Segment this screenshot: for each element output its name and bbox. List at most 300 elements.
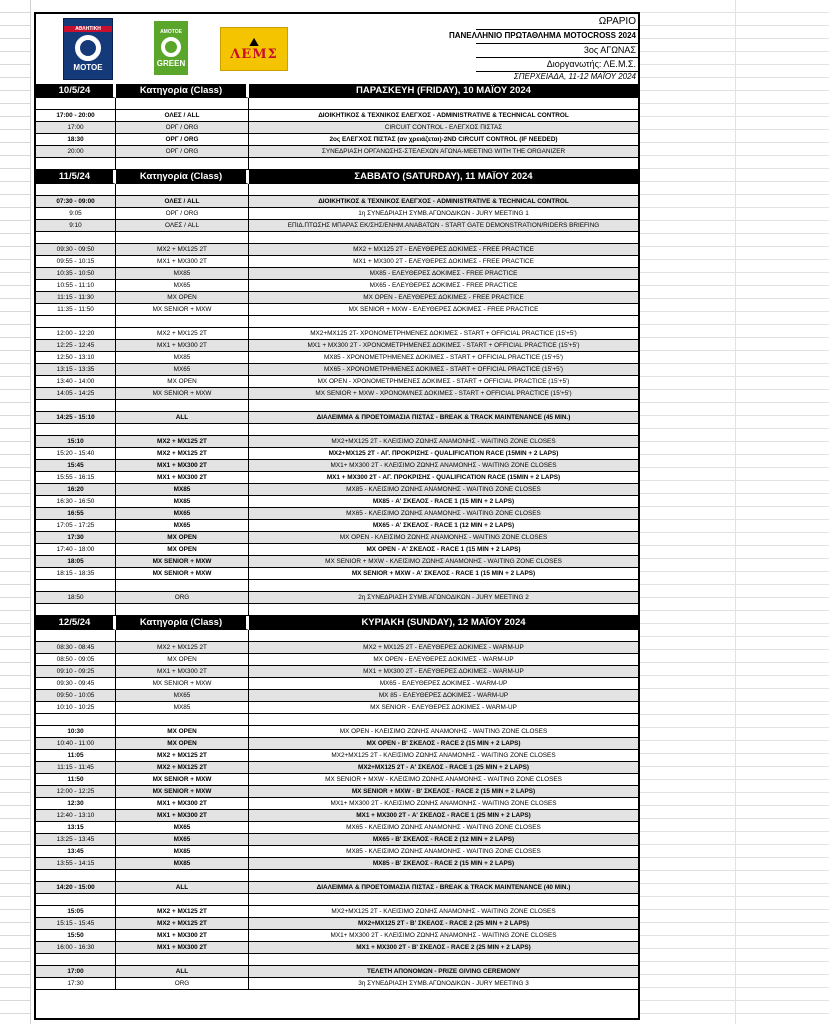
description-cell: MX2+MX125 2T - Α' ΣΚΕΛΟΣ - RACE 1 (25 MIN + 2 LAPS) <box>249 762 638 774</box>
empty-cell <box>36 158 116 170</box>
class-cell: MX65 <box>116 364 249 376</box>
table-row <box>36 798 638 810</box>
description-cell: ΔΙΑΛΕΙΜΜΑ & ΠΡΟΕΤΟΙΜΑΣΙΑ ΠΙΣΤΑΣ - BREAK & TRACK MAINTENANCE (40 MIN.) <box>249 882 638 894</box>
class-cell: MX OPEN <box>116 654 249 666</box>
table-row <box>36 942 638 954</box>
description-cell: MX65 - ΧΡΟΝΟΜΕΤΡΗΜΕΝΕΣ ΔΟΚΙΜΕΣ - START + OFFICIAL PRACTICE (15'+5') <box>249 364 638 376</box>
description-cell: 3η ΣΥΝΕΔΡΙΑΣΗ ΣΥΜΒ.ΑΓΩΝΟΔΙΚΩΝ - JURY MEETING 3 <box>249 978 638 990</box>
class-cell: MX85 <box>116 268 249 280</box>
day-title: ΚΥΡΙΑΚΗ (SUNDAY), 12 ΜΑΪΟΥ 2024 <box>249 616 638 630</box>
description-cell: MX1+ MX300 2T - ΚΛΕΙΣΙΜΟ ΖΩΝΗΣ ΑΝΑΜΟΝΗΣ - WAITING ZONE CLOSES <box>249 798 638 810</box>
table-row <box>36 496 638 508</box>
table-row <box>36 520 638 532</box>
table-row <box>36 930 638 942</box>
time-cell: 10:30 <box>36 726 116 738</box>
class-cell: ΟΡΓ / ORG <box>116 146 249 158</box>
description-cell: MX OPEN - ΚΛΕΙΣΙΜΟ ΖΩΝΗΣ ΑΝΑΜΟΝΗΣ - WAITING ZONE CLOSES <box>249 532 638 544</box>
empty-cell <box>116 98 249 110</box>
time-cell: 13:15 <box>36 822 116 834</box>
time-cell: 12:30 <box>36 798 116 810</box>
time-cell: 10:40 - 11:00 <box>36 738 116 750</box>
empty-cell <box>116 580 249 592</box>
day-title: ΠΑΡΑΣΚΕΥΗ (FRIDAY), 10 ΜΑΪΟΥ 2024 <box>249 84 638 98</box>
table-row <box>36 654 638 666</box>
description-cell: MX1 + MX300 2T - ΕΛΕΥΘΕΡΕΣ ΔΟΚΙΜΕΣ - WARM-UP <box>249 666 638 678</box>
spacer-row <box>36 184 638 196</box>
empty-cell <box>36 400 116 412</box>
spacer-row <box>36 714 638 726</box>
class-cell: MX OPEN <box>116 376 249 388</box>
class-cell: MX OPEN <box>116 726 249 738</box>
header-rule <box>476 43 638 44</box>
table-row <box>36 472 638 484</box>
time-cell: 17:05 - 17:25 <box>36 520 116 532</box>
description-cell: 1η ΣΥΝΕΔΡΙΑΣΗ ΣΥΜΒ.ΑΓΩΝΟΔΙΚΩΝ - JURY MEETING 1 <box>249 208 638 220</box>
class-cell: MX1 + MX300 2T <box>116 460 249 472</box>
class-cell: MX2 + MX125 2T <box>116 244 249 256</box>
time-cell: 9:05 <box>36 208 116 220</box>
spacer-row <box>36 424 638 436</box>
table-row <box>36 858 638 870</box>
description-cell: MX2 + MX125 2T - ΕΛΕΥΘΕΡΕΣ ΔΟΚΙΜΕΣ - FREE PRACTICE <box>249 244 638 256</box>
time-cell: 16:20 <box>36 484 116 496</box>
time-cell: 15:10 <box>36 436 116 448</box>
class-cell: MX SENIOR + MXW <box>116 786 249 798</box>
logo1-top-text: ΑΘΛΗΤΙΚΗ <box>64 26 112 32</box>
description-cell: 2η ΣΥΝΕΔΡΙΑΣΗ ΣΥΜΒ.ΑΓΩΝΟΔΙΚΩΝ - JURY MEETING 2 <box>249 592 638 604</box>
time-cell: 09:10 - 09:25 <box>36 666 116 678</box>
table-row <box>36 822 638 834</box>
time-cell: 15:55 - 16:15 <box>36 472 116 484</box>
logo2-top-text: ΑΜΟΤΟΕ <box>160 28 182 35</box>
time-cell: 17:00 - 20:00 <box>36 110 116 122</box>
time-cell: 08:50 - 09:05 <box>36 654 116 666</box>
class-cell: MX1 + MX300 2T <box>116 810 249 822</box>
description-cell: MX SENIOR + MXW - ΚΛΕΙΣΙΜΟ ΖΩΝΗΣ ΑΝΑΜΟΝΗΣ - WAITING ZONE CLOSES <box>249 774 638 786</box>
table-row <box>36 918 638 930</box>
header-title: ΩΡΑΡΙΟ <box>598 16 636 27</box>
class-cell: MX SENIOR + MXW <box>116 568 249 580</box>
description-cell: MX SENIOR - ΕΛΕΥΘΕΡΕΣ ΔΟΚΙΜΕΣ - WARM-UP <box>249 702 638 714</box>
class-cell: MX SENIOR + MXW <box>116 774 249 786</box>
header-rule <box>476 29 638 30</box>
description-cell: MX85 - ΚΛΕΙΣΙΜΟ ΖΩΝΗΣ ΑΝΑΜΟΝΗΣ - WAITING ZONE CLOSES <box>249 484 638 496</box>
class-cell: ΟΛΕΣ / ALL <box>116 220 249 232</box>
table-row <box>36 328 638 340</box>
empty-cell <box>249 98 638 110</box>
table-row <box>36 280 638 292</box>
table-row <box>36 568 638 580</box>
class-cell: MX85 <box>116 846 249 858</box>
table-row <box>36 508 638 520</box>
spacer-row <box>36 894 638 906</box>
description-cell: MX 85 - ΕΛΕΥΘΕΡΕΣ ΔΟΚΙΜΕΣ - WARM-UP <box>249 690 638 702</box>
time-cell: 18:15 - 18:35 <box>36 568 116 580</box>
empty-cell <box>249 316 638 328</box>
schedule-header <box>36 14 638 84</box>
class-cell: MX1 + MX300 2T <box>116 930 249 942</box>
empty-cell <box>249 424 638 436</box>
table-row <box>36 762 638 774</box>
description-cell: 2ος ΕΛΕΓΧΟΣ ΠΙΣΤΑΣ (αν χρειάζεται)-2ND CIRCUIT CONTROL (IF NEEDED) <box>249 134 638 146</box>
time-cell: 11:15 - 11:45 <box>36 762 116 774</box>
time-cell: 17:00 <box>36 966 116 978</box>
time-cell: 18:05 <box>36 556 116 568</box>
time-cell: 17:40 - 18:00 <box>36 544 116 556</box>
table-row <box>36 690 638 702</box>
description-cell: MX SENIOR + MXW - ΧΡΟΝΟΜ/ΝΕΣ ΔΟΚΙΜΕΣ - START + OFFICIAL PRACTICE (15'+5') <box>249 388 638 400</box>
table-row <box>36 966 638 978</box>
logo1-bottom-text: MOTOE <box>73 63 103 72</box>
time-cell: 15:15 - 15:45 <box>36 918 116 930</box>
empty-cell <box>249 870 638 882</box>
description-cell: MX SENIOR + MXW - ΕΛΕΥΘΕΡΕΣ ΔΟΚΙΜΕΣ - FREE PRACTICE <box>249 304 638 316</box>
table-row <box>36 750 638 762</box>
right-grid-divider <box>735 0 736 1024</box>
spacer-row <box>36 870 638 882</box>
time-cell: 11:35 - 11:50 <box>36 304 116 316</box>
header-location-date: ΣΠΕΡΧΕΙΑΔΑ, 11-12 ΜΑΪΟΥ 2024 <box>513 72 636 81</box>
empty-cell <box>116 184 249 196</box>
table-row <box>36 834 638 846</box>
schedule-document <box>34 12 640 1020</box>
class-cell: MX65 <box>116 520 249 532</box>
table-row <box>36 532 638 544</box>
time-cell: 15:45 <box>36 460 116 472</box>
spacer-row <box>36 580 638 592</box>
empty-cell <box>36 184 116 196</box>
table-row <box>36 592 638 604</box>
time-cell: 12:00 - 12:20 <box>36 328 116 340</box>
description-cell: MX65 - ΚΛΕΙΣΙΜΟ ΖΩΝΗΣ ΑΝΑΜΟΝΗΣ - WAITING ZONE CLOSES <box>249 508 638 520</box>
description-cell: MX1 + MX300 2T - ΑΓ. ΠΡΟΚΡΙΣΗΣ - QUALIFICATION RACE (15MIN + 2 LAPS) <box>249 472 638 484</box>
logo1-emblem-icon <box>75 35 101 61</box>
day-title: ΣΑΒΒΑΤΟ (SATURDAY), 11 ΜΑΪΟΥ 2024 <box>249 170 638 184</box>
time-cell: 13:15 - 13:35 <box>36 364 116 376</box>
class-cell: MX OPEN <box>116 292 249 304</box>
description-cell: MX SENIOR + MXW - Α' ΣΚΕΛΟΣ - RACE 1 (15 MIN + 2 LAPS) <box>249 568 638 580</box>
time-cell: 09:30 - 09:50 <box>36 244 116 256</box>
class-cell: ALL <box>116 412 249 424</box>
table-row <box>36 726 638 738</box>
empty-cell <box>36 894 116 906</box>
description-cell: MX85 - ΚΛΕΙΣΙΜΟ ΖΩΝΗΣ ΑΝΑΜΟΝΗΣ - WAITING ZONE CLOSES <box>249 846 638 858</box>
class-cell: ΟΡΓ / ORG <box>116 208 249 220</box>
logo3-text: ΛΕΜΣ <box>230 46 278 62</box>
table-row <box>36 376 638 388</box>
description-cell: MX1 + MX300 2T - Α' ΣΚΕΛΟΣ - RACE 1 (25 MIN + 2 LAPS) <box>249 810 638 822</box>
time-cell: 09:50 - 10:05 <box>36 690 116 702</box>
description-cell: MX85 - Β' ΣΚΕΛΟΣ - RACE 2 (15 MIN + 2 LAPS) <box>249 858 638 870</box>
class-cell: MX2 + MX125 2T <box>116 906 249 918</box>
header-round: 3ος ΑΓΩΝΑΣ <box>583 45 636 55</box>
class-cell: ALL <box>116 882 249 894</box>
class-cell: ALL <box>116 966 249 978</box>
empty-cell <box>116 316 249 328</box>
header-championship: ΠΑΝΕΛΛΗΝΙΟ ΠΡΩΤΑΘΛΗΜΑ MOTOCROSS 2024 <box>448 31 636 40</box>
time-cell: 10:55 - 11:10 <box>36 280 116 292</box>
class-cell: MX2 + MX125 2T <box>116 750 249 762</box>
class-cell: MX1 + MX300 2T <box>116 942 249 954</box>
empty-cell <box>36 954 116 966</box>
empty-cell <box>249 894 638 906</box>
table-row <box>36 678 638 690</box>
empty-cell <box>116 424 249 436</box>
spacer-row <box>36 232 638 244</box>
description-cell: MX1 + MX300 2T - ΧΡΟΝΟΜΕΤΡΗΜΕΝΕΣ ΔΟΚΙΜΕΣ - START + OFFICIAL PRACTICE (15'+5') <box>249 340 638 352</box>
athletic-motoe-logo <box>63 18 113 80</box>
class-cell: MX2 + MX125 2T <box>116 448 249 460</box>
table-row <box>36 122 638 134</box>
spacer-row <box>36 98 638 110</box>
description-cell: MX2+MX125 2T- ΧΡΟΝΟΜΕΤΡΗΜΕΝΕΣ ΔΟΚΙΜΕΣ - START + OFFICIAL PRACTICE (15'+5') <box>249 328 638 340</box>
description-cell: MX1+ MX300 2T - ΚΛΕΙΣΙΜΟ ΖΩΝΗΣ ΑΝΑΜΟΝΗΣ - WAITING ZONE CLOSES <box>249 930 638 942</box>
description-cell: MX65 - ΕΛΕΥΘΕΡΕΣ ΔΟΚΙΜΕΣ - WARM-UP <box>249 678 638 690</box>
time-cell: 11:05 <box>36 750 116 762</box>
empty-cell <box>116 714 249 726</box>
description-cell: ΣΥΝΕΔΡΙΑΣΗ ΟΡΓΑΝΩΣΗΣ-ΣΤΕΛΕΧΩΝ ΑΓΩΝΑ-MEETING WITH THE ORGANIZER <box>249 146 638 158</box>
class-cell: MX65 <box>116 508 249 520</box>
table-row <box>36 906 638 918</box>
table-row <box>36 978 638 990</box>
empty-cell <box>36 714 116 726</box>
description-cell: MX85 - ΕΛΕΥΘΕΡΕΣ ΔΟΚΙΜΕΣ - FREE PRACTICE <box>249 268 638 280</box>
empty-cell <box>116 604 249 616</box>
time-cell: 09:55 - 10:15 <box>36 256 116 268</box>
table-row <box>36 448 638 460</box>
table-row <box>36 412 638 424</box>
table-row <box>36 304 638 316</box>
class-cell: MX65 <box>116 822 249 834</box>
spacer-row <box>36 316 638 328</box>
description-cell: MX1 + MX300 2T - Β' ΣΚΕΛΟΣ - RACE 2 (25 MIN + 2 LAPS) <box>249 942 638 954</box>
time-cell: 12:50 - 13:10 <box>36 352 116 364</box>
class-cell: MX65 <box>116 834 249 846</box>
time-cell: 09:30 - 09:45 <box>36 678 116 690</box>
empty-cell <box>116 400 249 412</box>
table-row <box>36 268 638 280</box>
empty-cell <box>116 870 249 882</box>
time-cell: 20:00 <box>36 146 116 158</box>
class-cell: MX85 <box>116 352 249 364</box>
time-cell: 18:50 <box>36 592 116 604</box>
class-cell: MX85 <box>116 702 249 714</box>
description-cell: MX SENIOR + MXW - ΚΛΕΙΣΙΜΟ ΖΩΝΗΣ ΑΝΑΜΟΝΗΣ - WAITING ZONE CLOSES <box>249 556 638 568</box>
class-cell: MX65 <box>116 280 249 292</box>
time-cell: 15:05 <box>36 906 116 918</box>
table-row <box>36 846 638 858</box>
time-cell: 15:50 <box>36 930 116 942</box>
table-row <box>36 544 638 556</box>
day-date: 10/5/24 <box>36 84 116 98</box>
time-cell: 16:30 - 16:50 <box>36 496 116 508</box>
time-cell: 08:30 - 08:45 <box>36 642 116 654</box>
time-cell: 13:55 - 14:15 <box>36 858 116 870</box>
time-cell: 11:15 - 11:30 <box>36 292 116 304</box>
table-row <box>36 244 638 256</box>
time-cell: 12:25 - 12:45 <box>36 340 116 352</box>
time-cell: 14:20 - 15:00 <box>36 882 116 894</box>
class-cell: ΟΡΓ / ORG <box>116 134 249 146</box>
time-cell: 14:25 - 15:10 <box>36 412 116 424</box>
description-cell: MX2 + MX125 2T - ΕΛΕΥΘΕΡΕΣ ΔΟΚΙΜΕΣ - WARM-UP <box>249 642 638 654</box>
spacer-row <box>36 158 638 170</box>
description-cell: MX OPEN - Α' ΣΚΕΛΟΣ - RACE 1 (15 MIN + 2 LAPS) <box>249 544 638 556</box>
empty-cell <box>36 580 116 592</box>
class-cell: ORG <box>116 978 249 990</box>
class-cell: MX SENIOR + MXW <box>116 678 249 690</box>
class-cell: MX2 + MX125 2T <box>116 918 249 930</box>
table-row <box>36 256 638 268</box>
motorbike-icon: ⛰ <box>248 34 260 49</box>
description-cell: MX OPEN - ΕΛΕΥΘΕΡΕΣ ΔΟΚΙΜΕΣ - WARM-UP <box>249 654 638 666</box>
table-row <box>36 208 638 220</box>
table-row <box>36 110 638 122</box>
description-cell: MX85 - Α' ΣΚΕΛΟΣ - RACE 1 (15 MIN + 2 LAPS) <box>249 496 638 508</box>
spacer-row <box>36 604 638 616</box>
empty-cell <box>249 604 638 616</box>
table-row <box>36 134 638 146</box>
table-row <box>36 146 638 158</box>
category-header: Κατηγορία (Class) <box>116 170 249 184</box>
table-row <box>36 882 638 894</box>
day-header-row <box>36 616 638 630</box>
spacer-row <box>36 630 638 642</box>
empty-cell <box>249 184 638 196</box>
description-cell: MX OPEN - ΕΛΕΥΘΕΡΕΣ ΔΟΚΙΜΕΣ - FREE PRACTICE <box>249 292 638 304</box>
header-organizer: Διοργανωτής: ΛΕ.Μ.Σ. <box>546 59 636 69</box>
class-cell: ΟΡΓ / ORG <box>116 122 249 134</box>
time-cell: 17:30 <box>36 532 116 544</box>
spacer-row <box>36 400 638 412</box>
table-row <box>36 388 638 400</box>
category-header: Κατηγορία (Class) <box>116 616 249 630</box>
table-row <box>36 364 638 376</box>
table-row <box>36 340 638 352</box>
class-cell: ΟΛΕΣ / ALL <box>116 196 249 208</box>
empty-cell <box>116 232 249 244</box>
table-row <box>36 702 638 714</box>
description-cell: MX SENIOR + MXW - Β' ΣΚΕΛΟΣ - RACE 2 (15 MIN + 2 LAPS) <box>249 786 638 798</box>
class-cell: MX85 <box>116 858 249 870</box>
empty-cell <box>249 954 638 966</box>
class-cell: MX65 <box>116 690 249 702</box>
class-cell: MX SENIOR + MXW <box>116 556 249 568</box>
table-row <box>36 774 638 786</box>
empty-cell <box>36 98 116 110</box>
day-date: 11/5/24 <box>36 170 116 184</box>
description-cell: MX65 - ΚΛΕΙΣΙΜΟ ΖΩΝΗΣ ΑΝΑΜΟΝΗΣ - WAITING ZONE CLOSES <box>249 822 638 834</box>
empty-cell <box>249 232 638 244</box>
table-row <box>36 196 638 208</box>
empty-cell <box>36 316 116 328</box>
amotoe-green-logo <box>154 21 188 75</box>
table-row <box>36 220 638 232</box>
time-cell: 17:00 <box>36 122 116 134</box>
class-cell: MX2 + MX125 2T <box>116 328 249 340</box>
table-row <box>36 666 638 678</box>
class-cell: ΟΛΕΣ / ALL <box>116 110 249 122</box>
empty-cell <box>116 158 249 170</box>
logo2-emblem-icon <box>161 37 181 57</box>
table-row <box>36 738 638 750</box>
empty-cell <box>249 630 638 642</box>
class-cell: MX85 <box>116 496 249 508</box>
class-cell: MX2 + MX125 2T <box>116 762 249 774</box>
empty-cell <box>249 580 638 592</box>
description-cell: MX2+MX125 2T - ΑΓ. ΠΡΟΚΡΙΣΗΣ - QUALIFICATION RACE (15MIN + 2 LAPS) <box>249 448 638 460</box>
class-cell: MX1 + MX300 2T <box>116 256 249 268</box>
left-grid-column <box>0 0 31 1024</box>
time-cell: 17:30 <box>36 978 116 990</box>
class-cell: MX2 + MX125 2T <box>116 642 249 654</box>
day-date: 12/5/24 <box>36 616 116 630</box>
empty-cell <box>249 400 638 412</box>
description-cell: MX1 + MX300 2T - ΕΛΕΥΘΕΡΕΣ ΔΟΚΙΜΕΣ - FREE PRACTICE <box>249 256 638 268</box>
day-header-row <box>36 84 638 98</box>
class-cell: MX SENIOR + MXW <box>116 388 249 400</box>
time-cell: 9:10 <box>36 220 116 232</box>
table-row <box>36 786 638 798</box>
description-cell: MX2+MX125 2T - ΚΛΕΙΣΙΜΟ ΖΩΝΗΣ ΑΝΑΜΟΝΗΣ - WAITING ZONE CLOSES <box>249 750 638 762</box>
description-cell: ΔΙΑΛΕΙΜΜΑ & ΠΡΟΕΤΟΙΜΑΣΙΑ ΠΙΣΤΑΣ - BREAK & TRACK MAINTENANCE (45 MIN.) <box>249 412 638 424</box>
description-cell: MX OPEN - Β' ΣΚΕΛΟΣ - RACE 2 (15 MIN + 2 LAPS) <box>249 738 638 750</box>
empty-cell <box>36 604 116 616</box>
empty-cell <box>36 232 116 244</box>
table-row <box>36 292 638 304</box>
table-row <box>36 484 638 496</box>
class-cell: MX1 + MX300 2T <box>116 472 249 484</box>
description-cell: ΕΠΙΔ.ΠΤΩΣΗΣ ΜΠΑΡΑΣ ΕΚ/ΣΗΣ/ΕΝΗΜ.ΑΝΑΒΑΤΩΝ - START GATE DEMONSTRATION/RIDERS BRIEFING <box>249 220 638 232</box>
lems-logo <box>220 27 288 71</box>
table-row <box>36 352 638 364</box>
header-rule <box>476 57 638 58</box>
class-cell: MX OPEN <box>116 738 249 750</box>
class-cell: MX85 <box>116 484 249 496</box>
time-cell: 10:10 - 10:25 <box>36 702 116 714</box>
description-cell: ΤΕΛΕΤΗ ΑΠΟΝΟΜΩΝ - PRIZE GIVING CEREMONY <box>249 966 638 978</box>
class-cell: MX2 + MX125 2T <box>116 436 249 448</box>
time-cell: 13:40 - 14:00 <box>36 376 116 388</box>
description-cell: MX2+MX125 2T - ΚΛΕΙΣΙΜΟ ΖΩΝΗΣ ΑΝΑΜΟΝΗΣ - WAITING ZONE CLOSES <box>249 436 638 448</box>
description-cell: MX65 - Β' ΣΚΕΛΟΣ - RACE 2 (12 MIN + 2 LAPS) <box>249 834 638 846</box>
empty-cell <box>36 870 116 882</box>
class-cell: ORG <box>116 592 249 604</box>
description-cell: MX1+ MX300 2T - ΚΛΕΙΣΙΜΟ ΖΩΝΗΣ ΑΝΑΜΟΝΗΣ - WAITING ZONE CLOSES <box>249 460 638 472</box>
description-cell: MX65 - Α' ΣΚΕΛΟΣ - RACE 1 (12 MIN + 2 LAPS) <box>249 520 638 532</box>
time-cell: 07:30 - 09:00 <box>36 196 116 208</box>
class-cell: MX1 + MX300 2T <box>116 340 249 352</box>
table-row <box>36 642 638 654</box>
description-cell: MX2+MX125 2T - Β' ΣΚΕΛΟΣ - RACE 2 (25 MIN + 2 LAPS) <box>249 918 638 930</box>
empty-cell <box>249 714 638 726</box>
time-cell: 16:55 <box>36 508 116 520</box>
time-cell: 12:40 - 13:10 <box>36 810 116 822</box>
time-cell: 18:30 <box>36 134 116 146</box>
empty-cell <box>36 424 116 436</box>
empty-cell <box>116 894 249 906</box>
description-cell: MX OPEN - ΚΛΕΙΣΙΜΟ ΖΩΝΗΣ ΑΝΑΜΟΝΗΣ - WAITING ZONE CLOSES <box>249 726 638 738</box>
logo2-bottom-text: GREEN <box>156 58 186 68</box>
time-cell: 11:50 <box>36 774 116 786</box>
empty-cell <box>116 630 249 642</box>
description-cell: MX OPEN - ΧΡΟΝΟΜΕΤΡΗΜΕΝΕΣ ΔΟΚΙΜΕΣ - START + OFFICIAL PRACTICE (15'+5') <box>249 376 638 388</box>
table-row <box>36 460 638 472</box>
table-row <box>36 810 638 822</box>
description-cell: ΔΙΟΙΚΗΤΙΚΟΣ & ΤΕΧΝΙΚΟΣ ΕΛΕΓΧΟΣ - ADMINISTRATIVE & TECHNICAL CONTROL <box>249 196 638 208</box>
description-cell: MX85 - ΧΡΟΝΟΜΕΤΡΗΜΕΝΕΣ ΔΟΚΙΜΕΣ - START + OFFICIAL PRACTICE (15'+5') <box>249 352 638 364</box>
time-cell: 13:45 <box>36 846 116 858</box>
